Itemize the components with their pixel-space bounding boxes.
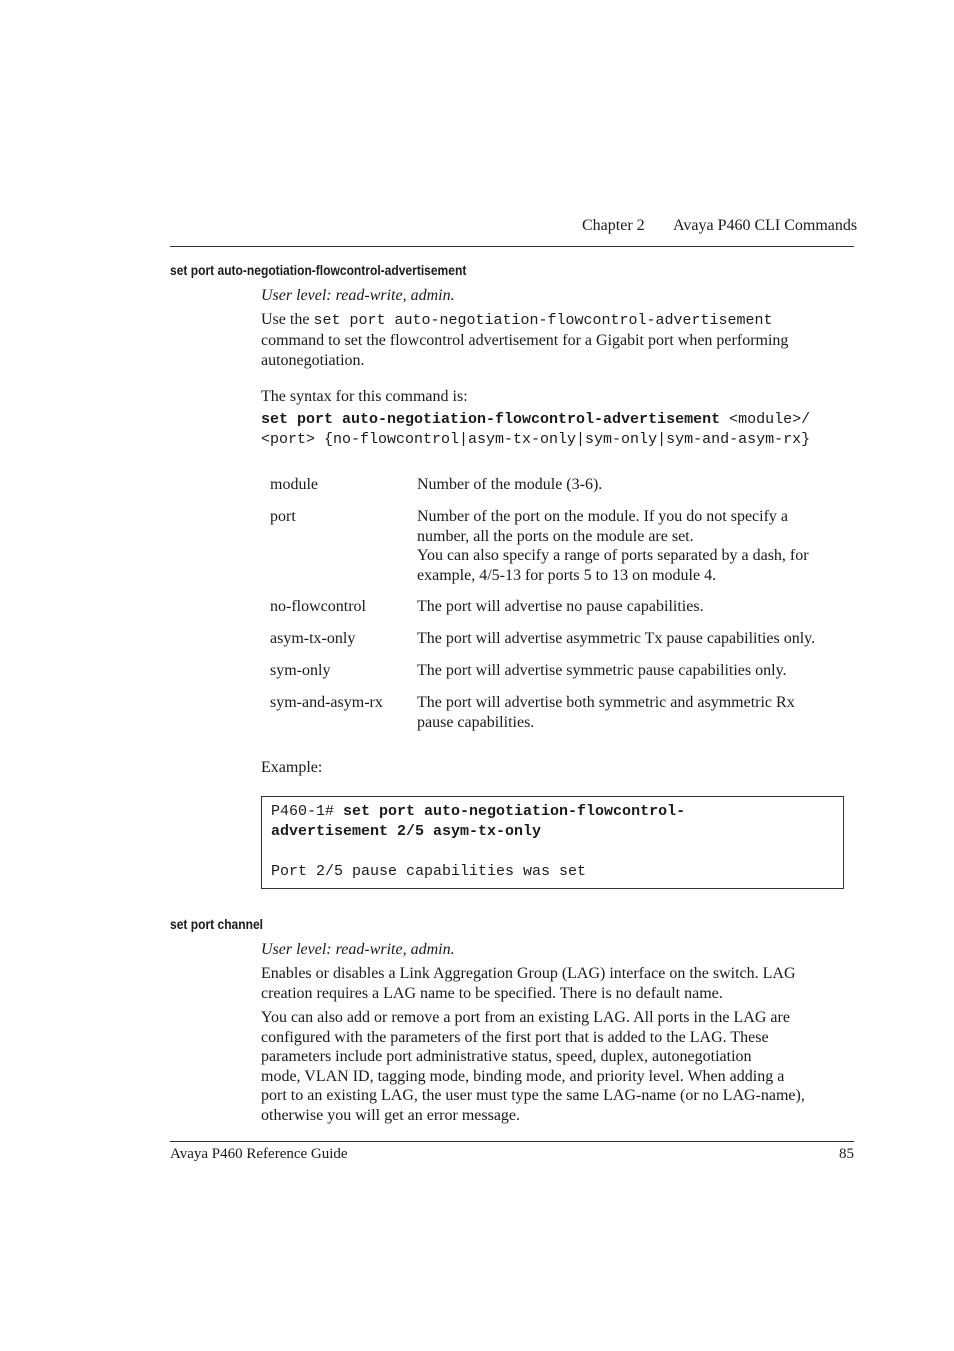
- intro-paragraph: Use the set port auto-negotiation-flowcontrol-advertisement command to set the flowcontrol advertisement for a Gigabit port when performing autonegotiation.: [261, 311, 789, 369]
- param-name: sym-only: [270, 662, 331, 679]
- example-output: Port 2/5 pause capabilities was set: [271, 863, 587, 880]
- param-name: asym-tx-only: [270, 630, 356, 647]
- header-title: Avaya P460 CLI Commands: [673, 217, 858, 234]
- param-desc: The port will advertise no pause capabilities.: [417, 598, 704, 615]
- param-desc: Number of the port on the module. If you do not specify a number, all the ports on the module are set. You can also specify a range of ports separated by a dash, for example, 4/5-13 for ports 5 to 13 on module 4.: [417, 508, 809, 584]
- channel-paragraph-2: You can also add or remove a port from an existing LAG. All ports in the LAG are configured with the parameters of the first port that is added to the LAG. These parameters include port administrative status, speed, duplex, autonegotiation mode, VLAN ID, tagging mode, binding mode, and priority level. When adding a port to an existing LAG, the user must type the same LAG-name (or no LAG-name), otherwise you will get an error message.: [261, 1009, 805, 1124]
- param-desc: The port will advertise both symmetric and asymmetric Rx pause capabilities.: [417, 694, 795, 731]
- channel-paragraph-1: Enables or disables a Link Aggregation Group (LAG) interface on the switch. LAG creation requires a LAG name to be specified. There is no default name.: [261, 965, 796, 1002]
- param-desc: Number of the module (3-6).: [417, 476, 603, 493]
- example-command: P460-1# set port auto-negotiation-flowcontrol- advertisement 2/5 asym-tx-only: [271, 803, 686, 840]
- param-desc: The port will advertise asymmetric Tx pause capabilities only.: [417, 630, 816, 647]
- syntax-intro: The syntax for this command is:: [261, 388, 468, 405]
- param-name: port: [270, 508, 296, 525]
- section-heading: set port auto-negotiation-flowcontrol-advertisement: [170, 262, 467, 278]
- example-label: Example:: [261, 759, 323, 776]
- section-heading-channel: set port channel: [170, 916, 264, 932]
- intro-code: set port auto-negotiation-flowcontrol-advertisement: [313, 312, 773, 329]
- param-name: no-flowcontrol: [270, 598, 366, 615]
- user-level: User level: read-write, admin.: [261, 287, 455, 304]
- footer-guide-title: Avaya P460 Reference Guide: [170, 1146, 348, 1162]
- syntax-block: set port auto-negotiation-flowcontrol-advertisement <module>/ <port> {no-flowcontrol|asym-tx-only|sym-only|sym-and-asym-rx}: [261, 411, 811, 448]
- header-rule: [170, 246, 854, 247]
- param-name: module: [270, 476, 318, 493]
- param-name: sym-and-asym-rx: [270, 694, 383, 711]
- example-code-box: [261, 796, 844, 889]
- example-prompt: P460-1#: [271, 803, 344, 820]
- user-level-channel: User level: read-write, admin.: [261, 941, 455, 958]
- header-chapter: Chapter 2: [582, 217, 645, 234]
- param-desc: The port will advertise symmetric pause capabilities only.: [417, 662, 787, 679]
- footer-rule: [170, 1141, 854, 1142]
- page-number: 85: [839, 1146, 854, 1162]
- syntax-command: set port auto-negotiation-flowcontrol-advertisement: [261, 411, 721, 428]
